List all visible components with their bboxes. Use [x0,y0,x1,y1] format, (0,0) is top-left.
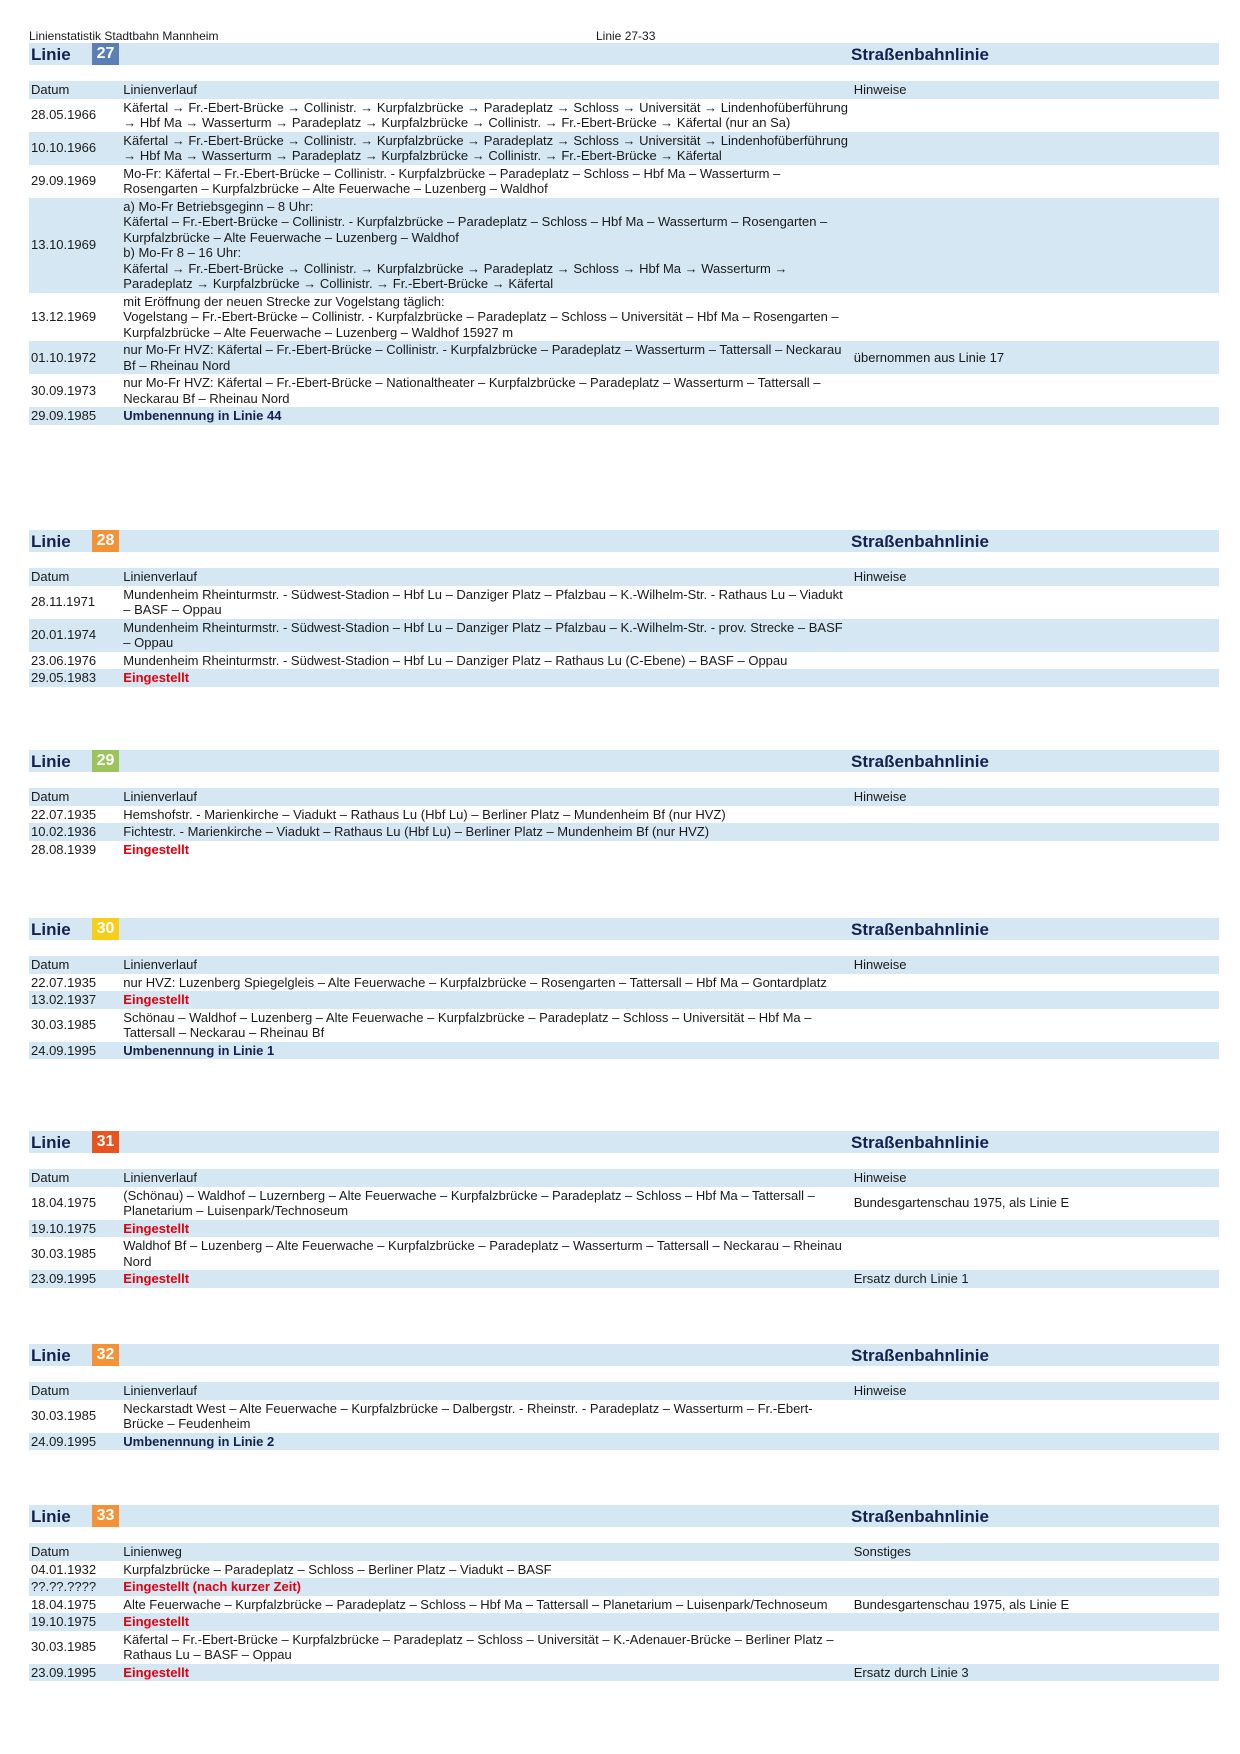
line-number-badge: 32 [92,1344,119,1366]
row-route: Schönau – Waldhof – Luzenberg – Alte Feuerwache – Kurpfalzbrücke – Paradeplatz – Schloss – Universität – Hbf Ma – Tattersall – Neckarau – Rheinau Bf [123,1009,812,1040]
table-header-row [29,568,1219,586]
table-header-row [29,1543,1219,1561]
column-header-notes: Hinweise [852,81,1219,99]
row-route: Hemshofstr. - Marienkirche – Viadukt – Rathaus Lu (Hbf Lu) – Berliner Platz – Mundenheim Bf (nur HVZ) [123,806,726,822]
line-header [29,750,1219,772]
row-route: Käfertal → Fr.-Ebert-Brücke → Collinistr. → Kurpfalzbrücke → Paradeplatz → Schloss → Universität → Lindenhofüberführung → Hbf Ma → Wasserturm → Paradeplatz → Kurpfalzbrücke → Collinistr. → Fr.-Ebert-Brücke → Käfertal (nur an Sa) [123,99,848,130]
row-note [852,1561,1219,1579]
row-note [852,586,1219,619]
table-row [29,806,1219,824]
column-header-date: Datum [29,956,121,974]
table-header-row [29,956,1219,974]
column-header-route: Linienverlauf [121,568,851,586]
row-note [852,619,1219,652]
line-label: Linie [31,532,71,551]
table-row [29,1400,1219,1433]
row-note [852,669,1219,687]
row-note [852,991,1219,1009]
history-table [29,1543,1219,1681]
line-label: Linie [31,1133,71,1152]
row-route: Eingestellt [123,841,190,857]
line-type: Straßenbahnlinie [851,1133,989,1152]
line-type: Straßenbahnlinie [851,752,989,771]
row-route: Umbenennung in Linie 2 [121,1433,851,1451]
row-route: Eingestellt [121,1664,851,1682]
row-date: 29.09.1969 [31,173,97,189]
line-header [29,1131,1219,1153]
line-section-30 [29,918,1219,1059]
row-route: Alte Feuerwache – Kurpfalzbrücke – Paradeplatz – Schloss – Hbf Ma – Tattersall – Planetarium – Luisenpark/Technoseum [123,1596,828,1612]
row-date: 28.05.1966 [31,107,97,123]
table-row [29,1220,1219,1238]
line-section-32 [29,1344,1219,1450]
row-date: 23.06.1976 [31,652,97,668]
line-type: Straßenbahnlinie [851,920,989,939]
table-row [29,1613,1219,1631]
row-date: 10.10.1966 [29,132,121,165]
row-date: 20.01.1974 [29,619,121,652]
section-spacer [29,1153,1219,1169]
row-date: 30.03.1985 [31,1408,97,1424]
row-note [852,1613,1219,1631]
row-date: 23.09.1995 [29,1664,121,1682]
table-header-row [29,1169,1219,1187]
line-number-badge: 33 [92,1505,119,1527]
line-section-31 [29,1131,1219,1288]
section-spacer [29,1527,1219,1543]
table-row [29,1561,1219,1579]
table-row [29,823,1219,841]
page-range: Linie 27-33 [596,29,656,43]
table-row [29,1596,1219,1614]
line-label: Linie [31,1346,71,1365]
row-date: 01.10.1972 [29,341,121,374]
section-spacer [29,940,1219,956]
history-table [29,568,1219,687]
row-route: Mundenheim Rheinturmstr. - Südwest-Stadion – Hbf Lu – Danziger Platz – Pfalzbau – K.-Wilhelm-Str. - Rathaus Lu – Viadukt – BASF – Oppau [123,586,843,617]
row-note [852,198,1219,293]
row-route: Neckarstadt West – Alte Feuerwache – Kurpfalzbrücke – Dalbergstr. - Rheinstr. - Paradeplatz – Wasserturm – Fr.-Ebert-Brücke – Feudenheim [123,1400,813,1431]
row-route: Eingestellt (nach kurzer Zeit) [121,1578,851,1596]
table-row [29,99,1219,132]
row-date: 30.09.1973 [31,382,97,398]
row-route: nur Mo-Fr HVZ: Käfertal – Fr.-Ebert-Brücke – Nationaltheater – Kurpfalzbrücke – Paradeplatz – Wasserturm – Tattersall – Neckarau Bf – Rheinau Nord [123,375,821,406]
row-date: 18.04.1975 [31,1195,97,1211]
table-row [29,1042,1219,1060]
row-date: 13.10.1969 [29,198,121,293]
row-date: 28.11.1971 [31,594,96,610]
row-route: Eingestellt [121,1220,851,1238]
row-date: 18.04.1975 [31,1596,97,1612]
table-row [29,1009,1219,1042]
column-header-notes: Hinweise [852,956,1219,974]
row-route: Käfertal – Fr.-Ebert-Brücke – Kurpfalzbrücke – Paradeplatz – Schloss – Universität – K.-Adenauer-Brücke – Berliner Platz – Rathaus Lu – BASF – Oppau [123,1631,834,1662]
table-row [29,841,1219,859]
row-route: Mo-Fr: Käfertal – Fr.-Ebert-Brücke – Collinistr. - Kurpfalzbrücke – Paradeplatz – Schloss – Hbf Ma – Wasserturm – Rosengarten – Kurpfalzbrücke – Alte Feuerwache – Luzenberg – Waldhof [123,165,781,196]
row-route: Fichtestr. - Marienkirche – Viadukt – Rathaus Lu (Hbf Lu) – Berliner Platz – Mundenheim Bf (nur HVZ) [121,823,851,841]
row-date: 30.03.1985 [31,1245,97,1261]
line-type: Straßenbahnlinie [851,1507,989,1526]
column-header-date: Datum [29,81,121,99]
column-header-date: Datum [29,568,121,586]
table-row [29,407,1219,425]
line-label: Linie [31,1507,71,1526]
row-note [852,165,1219,198]
row-note [852,1433,1219,1451]
table-row [29,132,1219,165]
section-spacer [29,772,1219,788]
table-row [29,1433,1219,1451]
row-note [852,1220,1219,1238]
row-route: Umbenennung in Linie 1 [121,1042,851,1060]
table-row [29,1578,1219,1596]
history-table [29,1382,1219,1450]
history-table [29,1169,1219,1288]
page-header [29,29,1219,43]
line-type: Straßenbahnlinie [851,1346,989,1365]
row-date: 10.02.1936 [29,823,121,841]
row-date: 13.12.1969 [31,309,97,324]
line-header [29,918,1219,940]
row-date: 24.09.1995 [29,1433,121,1451]
column-header-date: Datum [29,1543,121,1561]
column-header-route: Linienweg [121,1543,851,1561]
column-header-notes: Sonstiges [852,1543,1219,1561]
row-note [852,407,1219,425]
row-date: 30.03.1985 [31,1017,97,1033]
line-header [29,1344,1219,1366]
line-header [29,530,1219,552]
table-row [29,1664,1219,1682]
row-note [852,1042,1219,1060]
column-header-date: Datum [29,788,121,806]
row-route: Umbenennung in Linie 44 [121,407,851,425]
row-note [852,974,1219,992]
section-spacer [29,552,1219,568]
table-row [29,198,1219,293]
row-note [852,806,1219,824]
column-header-notes: Hinweise [852,788,1219,806]
row-note [852,841,1219,859]
history-table [29,81,1219,425]
row-note: Bundesgartenschau 1975, als Linie E [853,1195,1070,1211]
history-table [29,788,1219,858]
row-route: Eingestellt [121,1613,851,1631]
row-note [852,99,1219,132]
row-date: 19.10.1975 [29,1220,121,1238]
table-row [29,341,1219,374]
table-row [29,1237,1219,1270]
row-note [852,132,1219,165]
line-label: Linie [31,920,71,939]
row-date: 22.07.1935 [31,806,97,822]
section-spacer [29,1366,1219,1382]
line-label: Linie [31,752,71,771]
history-table [29,956,1219,1059]
table-row [29,1187,1219,1220]
row-note: Ersatz durch Linie 1 [852,1270,1219,1288]
row-note [852,1578,1219,1596]
row-date: 24.09.1995 [29,1042,121,1060]
line-number-badge: 30 [92,918,119,940]
row-note [852,823,1219,841]
row-route: Eingestellt [121,991,851,1009]
table-row [29,586,1219,619]
row-route: Mundenheim Rheinturmstr. - Südwest-Stadion – Hbf Lu – Danziger Platz – Rathaus Lu (C-Ebene) – BASF – Oppau [123,652,788,668]
row-note [852,1009,1219,1042]
line-section-29 [29,750,1219,858]
line-number-badge: 31 [92,1131,119,1153]
table-header-row [29,788,1219,806]
table-row [29,374,1219,407]
column-header-route: Linienverlauf [121,956,851,974]
row-note: Ersatz durch Linie 3 [852,1664,1219,1682]
table-header-row [29,1382,1219,1400]
line-label: Linie [31,45,71,64]
row-date: ??.??.???? [29,1578,121,1596]
line-type: Straßenbahnlinie [851,532,989,551]
column-header-route: Linienverlauf [121,1382,851,1400]
row-note [852,1631,1219,1664]
column-header-route: Linienverlauf [121,1169,851,1187]
row-route: Waldhof Bf – Luzenberg – Alte Feuerwache – Kurpfalzbrücke – Paradeplatz – Wasserturm – Tattersall – Neckarau – Rheinau Nord [123,1238,842,1269]
row-route: Käfertal → Fr.-Ebert-Brücke → Collinistr. → Kurpfalzbrücke → Paradeplatz → Schloss → Universität → Lindenhofüberführung → Hbf Ma → Wasserturm → Paradeplatz → Kurpfalzbrücke → Collinistr. → Fr.-Ebert-Brücke → Käfertal [121,132,851,165]
column-header-route: Linienverlauf [121,81,851,99]
column-header-notes: Hinweise [852,568,1219,586]
row-note [852,1237,1219,1270]
row-route: Mundenheim Rheinturmstr. - Südwest-Stadion – Hbf Lu – Danziger Platz – Pfalzbau – K.-Wilhelm-Str. - prov. Strecke – BASF – Oppau [121,619,851,652]
document-title: Linienstatistik Stadtbahn Mannheim [29,29,219,43]
row-note [852,374,1219,407]
row-route: Eingestellt [121,1270,851,1288]
row-date: 30.03.1985 [31,1639,97,1655]
row-note [852,1400,1219,1433]
row-date: 04.01.1932 [31,1561,97,1577]
row-route: mit Eröffnung der neuen Strecke zur Vogelstang täglich: Vogelstang – Fr.-Ebert-Brücke – Collinistr. - Kurpfalzbrücke – Paradeplatz – Schloss – Universität – Hbf Ma – Rosengarten – Kurpfalzbrücke – Alte Feuerwache – Luzenberg – Waldhof 15927 m [123,293,839,340]
section-spacer [29,65,1219,81]
row-route: Eingestellt [121,669,851,687]
row-route: nur HVZ: Luzenberg Spiegelgleis – Alte Feuerwache – Kurpfalzbrücke – Rosengarten – Tattersall – Hbf Ma – Gontardplatz [123,974,827,990]
column-header-date: Datum [29,1169,121,1187]
table-row [29,293,1219,342]
row-route: nur Mo-Fr HVZ: Käfertal – Fr.-Ebert-Brücke – Collinistr. - Kurpfalzbrücke – Paradeplatz – Wasserturm – Tattersall – Neckarau Bf – Rheinau Nord [121,341,851,374]
row-route: (Schönau) – Waldhof – Luzernberg – Alte Feuerwache – Kurpfalzbrücke – Paradeplatz – Schloss – Hbf Ma – Tattersall – Planetarium – Luisenpark/Technoseum [123,1187,815,1218]
line-number-badge: 28 [92,530,119,552]
line-number-badge: 29 [92,750,119,772]
table-header-row [29,81,1219,99]
table-row [29,1270,1219,1288]
line-section-28 [29,530,1219,687]
table-row [29,991,1219,1009]
line-section-33 [29,1505,1219,1681]
line-type: Straßenbahnlinie [851,45,989,64]
line-header [29,1505,1219,1527]
table-row [29,165,1219,198]
table-row [29,974,1219,992]
column-header-notes: Hinweise [852,1169,1219,1187]
table-row [29,669,1219,687]
row-note: übernommen aus Linie 17 [852,341,1219,374]
row-date: 19.10.1975 [29,1613,121,1631]
row-note: Bundesgartenschau 1975, als Linie E [853,1596,1070,1612]
row-date: 22.07.1935 [31,974,97,990]
table-row [29,619,1219,652]
line-section-27 [29,43,1219,425]
table-row [29,1631,1219,1664]
row-date: 28.08.1939 [31,841,97,857]
row-note [852,652,1219,670]
column-header-notes: Hinweise [852,1382,1219,1400]
row-date: 13.02.1937 [29,991,121,1009]
line-number-badge: 27 [92,43,119,65]
row-route: Kurpfalzbrücke – Paradeplatz – Schloss – Berliner Platz – Viadukt – BASF [123,1561,552,1577]
row-route: a) Mo-Fr Betriebsgeginn – 8 Uhr: Käfertal – Fr.-Ebert-Brücke – Collinistr. - Kurpfalzbrücke – Paradeplatz – Schloss – Hbf Ma – Wasserturm – Rosengarten – Kurpfalzbrücke – Alte Feuerwache – Luzenberg – Waldhof b) Mo-Fr 8 – 16 Uhr: Käfertal → Fr.-Ebert-Brücke → Collinistr. → Kurpfalzbrücke → Paradeplatz → Schloss → Hbf Ma → Wasserturm → Paradeplatz → Kurpfalzbrücke → Collinistr. → Fr.-Ebert-Brücke → Käfertal [121,198,851,293]
row-date: 23.09.1995 [29,1270,121,1288]
row-date: 29.09.1985 [29,407,121,425]
column-header-route: Linienverlauf [121,788,851,806]
row-note [852,293,1219,342]
table-row [29,652,1219,670]
line-header [29,43,1219,65]
row-date: 29.05.1983 [29,669,121,687]
column-header-date: Datum [29,1382,121,1400]
